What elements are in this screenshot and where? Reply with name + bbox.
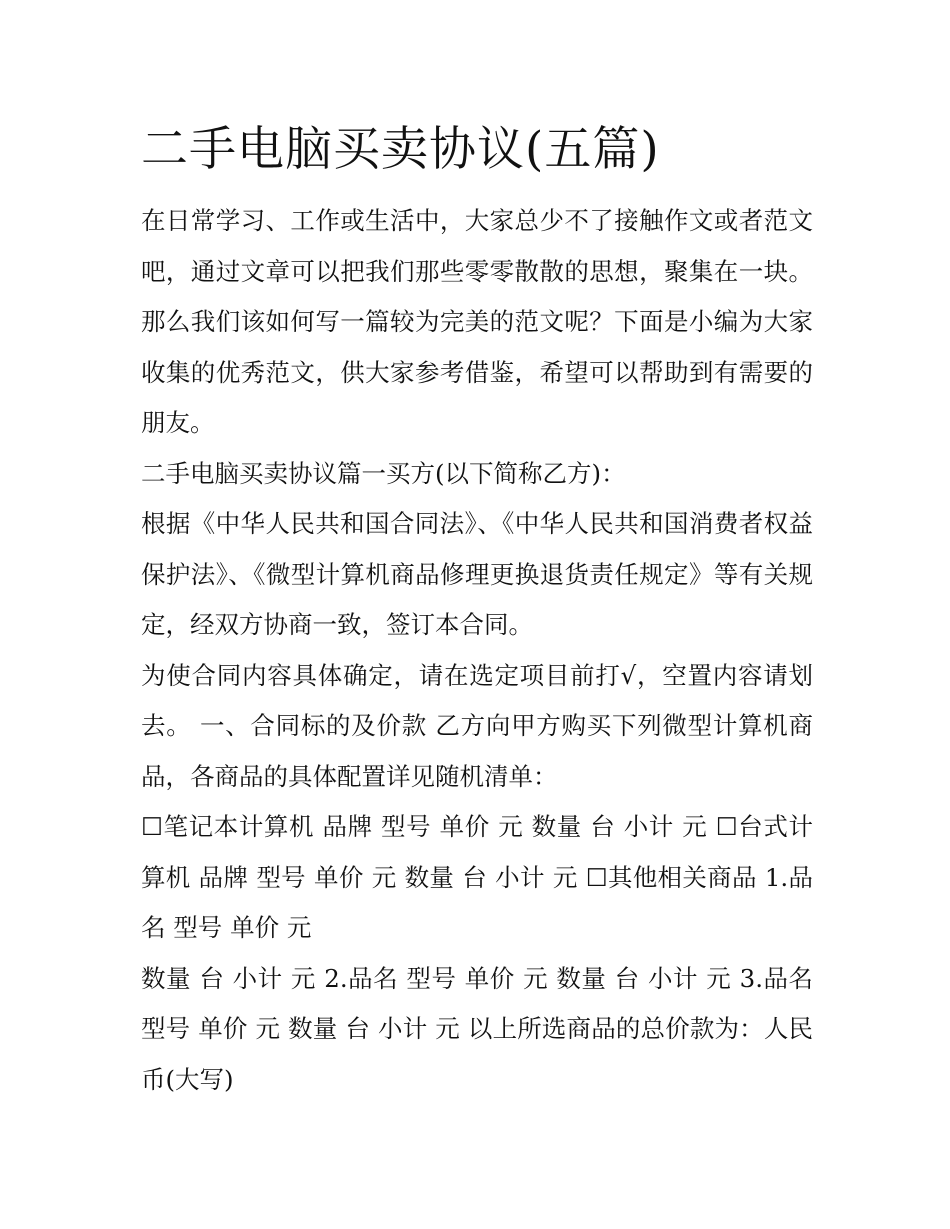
product-list-paragraph: ☐笔记本计算机 品牌 型号 单价 元 数量 台 小计 元 ☐台式计算机 品牌 型号 单价 元 数量 台 小计 元 ☐其他相关商品 1.品名 型号 单价 元 — [141, 812, 813, 942]
legal-basis-paragraph: 根据《中华人民共和国合同法》、《中华人民共和国消费者权益保护法》、《微型计算机商品修理更换退货责任规定》等有关规定，经双方协商一致，签订本合同。 — [141, 509, 813, 639]
intro-paragraph: 在日常学习、工作或生活中，大家总少不了接触作文或者范文吧，通过文章可以把我们那些零零散散的思想，聚集在一块。那么我们该如何写一篇较为完美的范文呢？下面是小编为大家收集的优秀范文，供大家参考借鉴，希望可以帮助到有需要的朋友。 — [141, 206, 813, 437]
contract-subject-paragraph: 为使合同内容具体确定，请在选定项目前打√，空置内容请划去。 一、合同标的及价款 乙方向甲方购买下列微型计算机商品，各商品的具体配置详见随机清单： — [141, 660, 813, 791]
document-title: 二手电脑买卖协议(五篇) — [141, 122, 660, 177]
section-heading-part-one: 二手电脑买卖协议篇一买方(以下简称乙方)： — [141, 458, 626, 488]
document-page — [141, 118, 813, 1105]
product-total-paragraph: 数量 台 小计 元 2.品名 型号 单价 元 数量 台 小计 元 3.品名 型号 单价 元 数量 台 小计 元 以上所选商品的总价款为：人民币(大写) — [141, 963, 813, 1094]
